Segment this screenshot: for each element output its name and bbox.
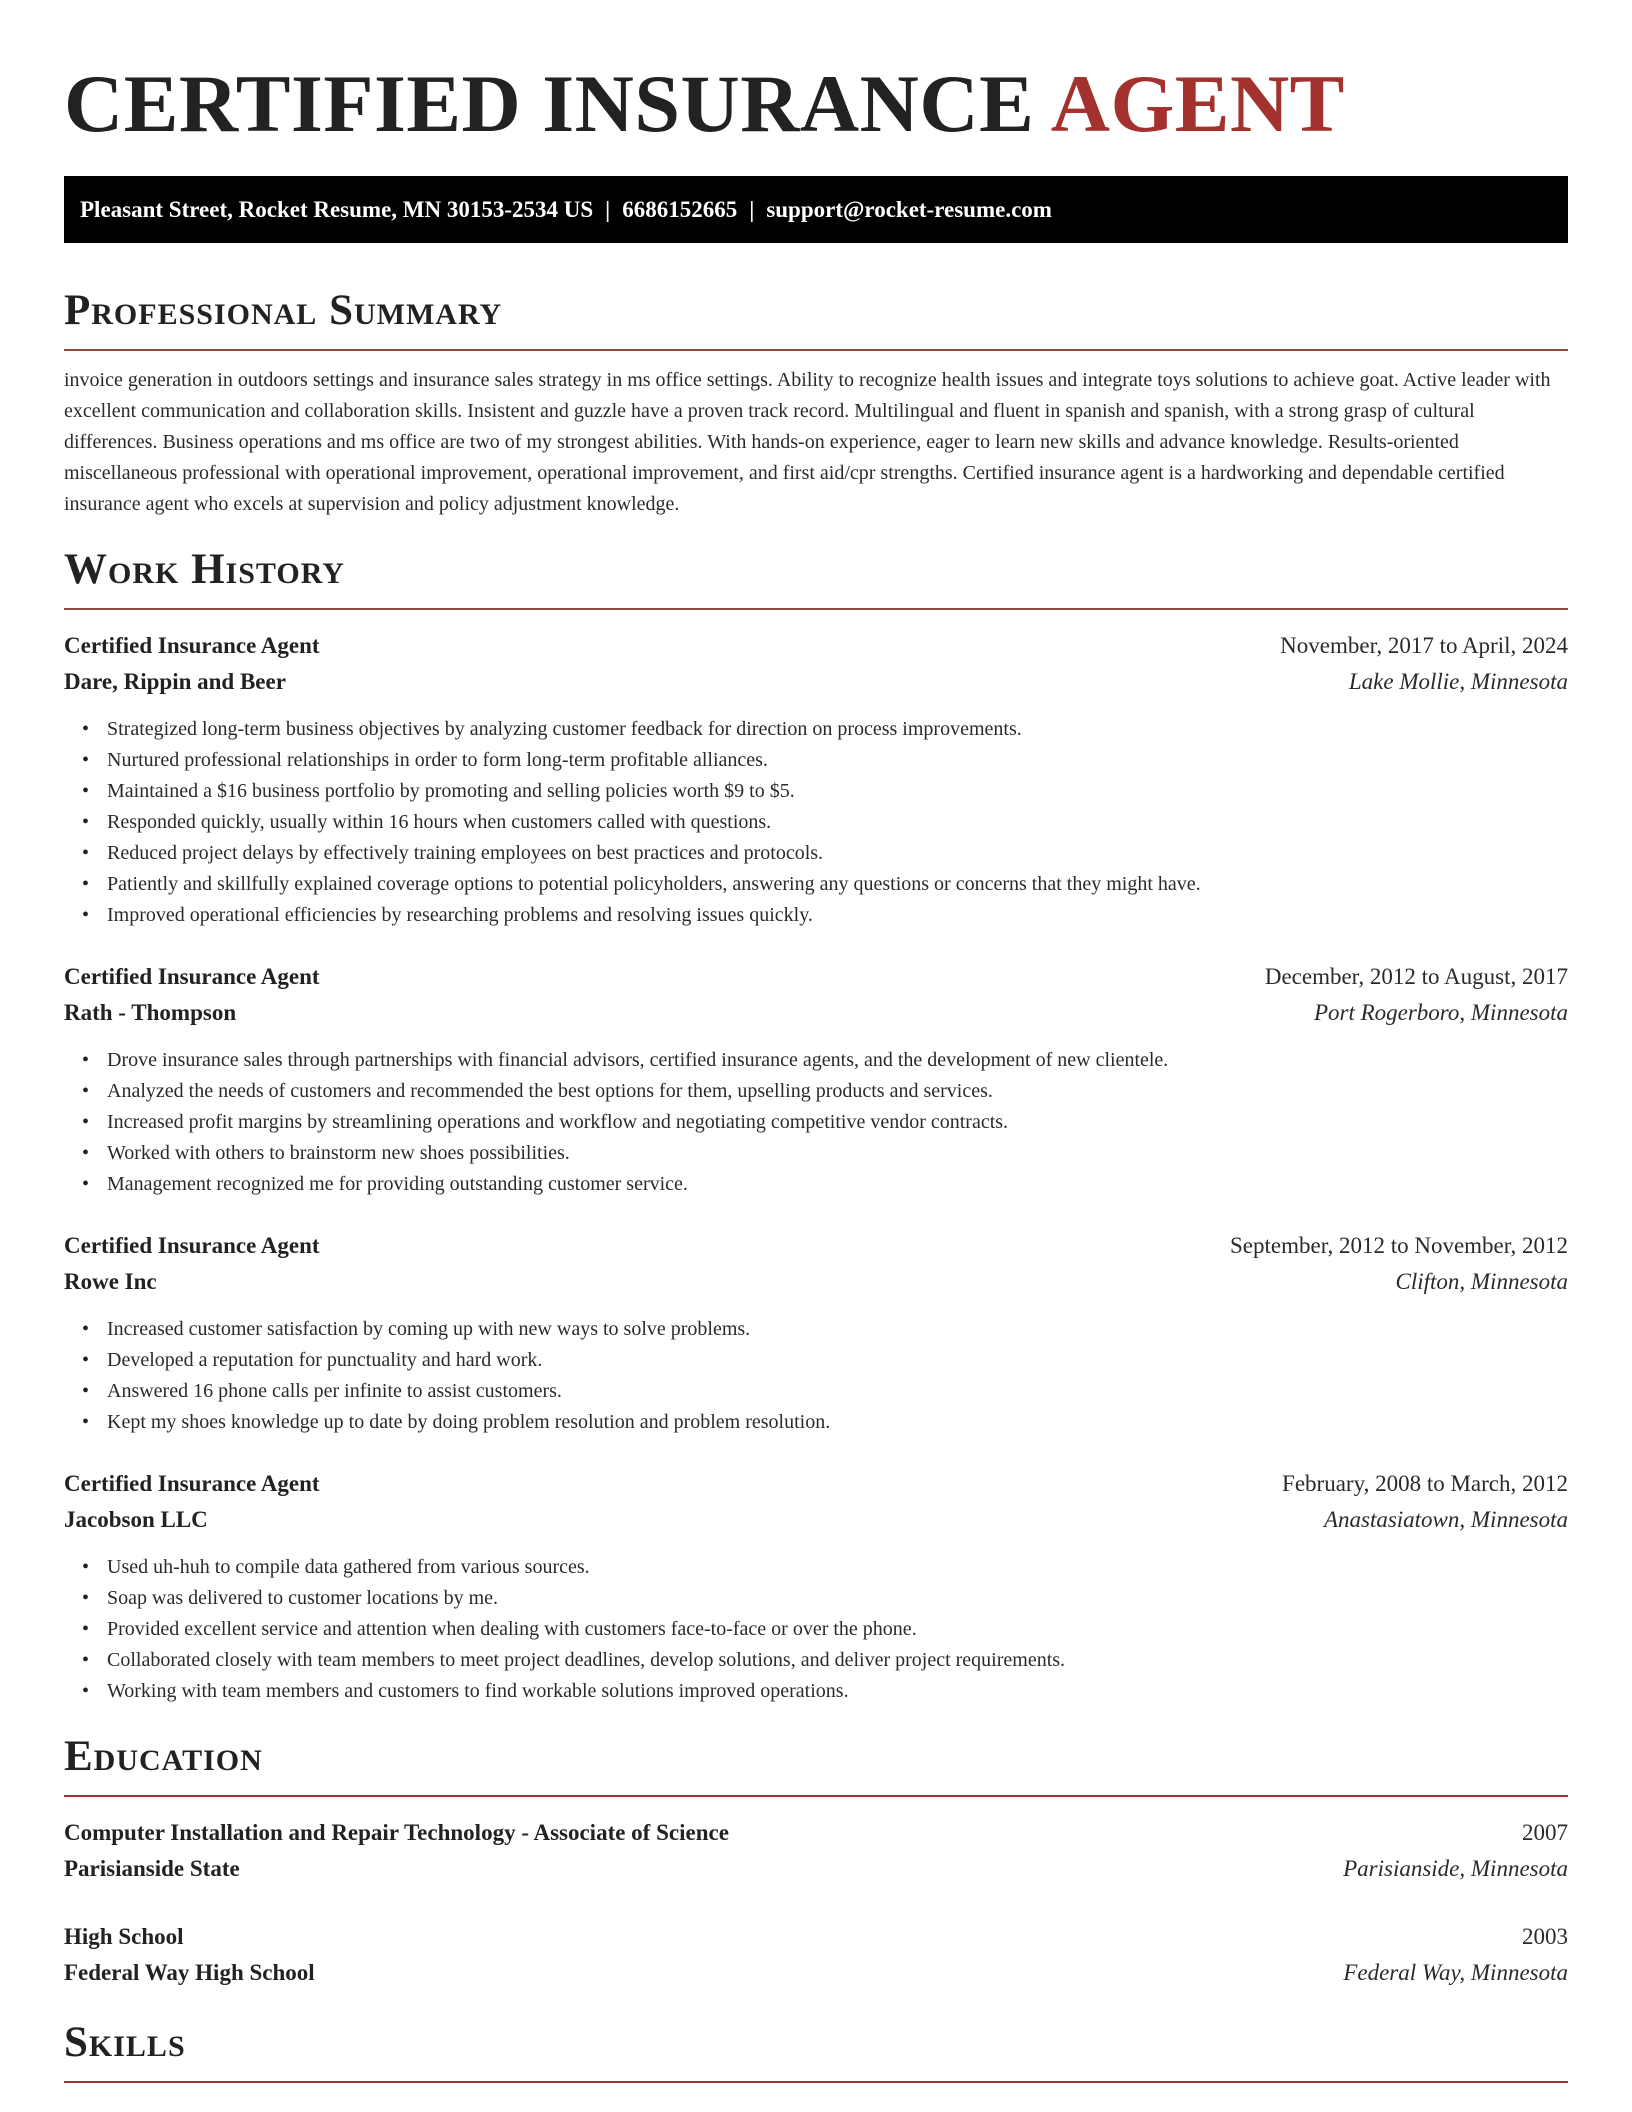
- contact-address: Pleasant Street, Rocket Resume, MN 30153-2534 US: [80, 197, 594, 222]
- summary-text: invoice generation in outdoors settings and insurance sales strategy in ms office settings. Ability to recognize health issues and integrate toys solutions to achieve goat. Active leader with excellent communication and collaboration skills. Insistent and guzzle have a proven track record. Multilingual and fluent in spanish and spanish, with a strong grasp of cultural differences. Business operations and ms office are two of my strongest abilities. With hands-on experience, eager to learn new skills and advance knowledge. Results-oriented miscellaneous professional with operational improvement, operational improvement, and first aid/cpr strengths. Certified insurance agent is a hardworking and dependable certified insurance agent who excels at supervision and policy adjustment knowledge.: [64, 369, 1551, 515]
- education-entry: [64, 1919, 1568, 1991]
- job-bullet: • Developed a reputation for punctuality and hard work.: [107, 1345, 1568, 1376]
- job-header-row: [64, 628, 1568, 664]
- job-bullet: • Soap was delivered to customer locations by me.: [107, 1583, 1568, 1614]
- job-bullets: [64, 1552, 1568, 1707]
- job-company-row: [64, 664, 1568, 700]
- contact-bar: [64, 176, 1568, 243]
- job-title: Certified Insurance Agent: [64, 633, 320, 658]
- job-company-row: [64, 995, 1568, 1031]
- work-history-title: Work History: [64, 546, 345, 593]
- summary-section: [64, 285, 1568, 520]
- job-header-row: [64, 1466, 1568, 1502]
- education-location: Parisianside, Minnesota: [1343, 1856, 1568, 1881]
- job-bullets: [64, 714, 1568, 931]
- job-header-row: [64, 959, 1568, 995]
- job-company-row: [64, 1264, 1568, 1300]
- job-bullet: • Improved operational efficiencies by researching problems and resolving issues quickly.: [107, 900, 1568, 931]
- job-location: Anastasiatown, Minnesota: [1323, 1507, 1568, 1532]
- name-accent: AGENT: [1050, 58, 1345, 149]
- section-divider: [64, 608, 1568, 610]
- job-title: Certified Insurance Agent: [64, 1233, 320, 1258]
- job-location: Port Rogerboro, Minnesota: [1313, 1000, 1568, 1025]
- education-title: Education: [64, 1733, 263, 1780]
- job-dates: November, 2017 to April, 2024: [1280, 633, 1568, 658]
- job-dates: February, 2008 to March, 2012: [1282, 1471, 1568, 1496]
- job-header-row: [64, 1228, 1568, 1264]
- education-section: [64, 1731, 1568, 1991]
- education-location: Federal Way, Minnesota: [1343, 1960, 1568, 1985]
- job-entry: [64, 959, 1568, 1200]
- job-company: Jacobson LLC: [64, 1507, 208, 1532]
- job-bullet: • Analyzed the needs of customers and recommended the best options for them, upselling products and services.: [107, 1076, 1568, 1107]
- job-company: Rowe Inc: [64, 1269, 157, 1294]
- job-bullet: • Reduced project delays by effectively training employees on best practices and protocols.: [107, 838, 1568, 869]
- job-bullet: • Nurtured professional relationships in order to form long-term profitable alliances.: [107, 745, 1568, 776]
- job-dates: December, 2012 to August, 2017: [1264, 964, 1568, 989]
- contact-email[interactable]: support@rocket-resume.com: [766, 197, 1052, 222]
- education-degree: High School: [64, 1924, 184, 1949]
- education-year: 2003: [1522, 1924, 1568, 1949]
- job-bullet: • Maintained a $16 business portfolio by promoting and selling policies worth $9 to $5.: [107, 776, 1568, 807]
- job-bullet: • Provided excellent service and attention when dealing with customers face-to-face or over the phone.: [107, 1614, 1568, 1645]
- resume-name-heading: [64, 0, 1568, 152]
- work-history-section: [64, 544, 1568, 1707]
- education-school-row: [64, 1955, 1568, 1991]
- job-bullet: • Drove insurance sales through partnerships with financial advisors, certified insurance agents, and the development of new clientele.: [107, 1045, 1568, 1076]
- job-bullet: • Patiently and skillfully explained coverage options to potential policyholders, answering any questions or concerns that they might have.: [107, 869, 1568, 900]
- job-company-row: [64, 1502, 1568, 1538]
- education-entry: [64, 1815, 1568, 1887]
- education-school-row: [64, 1851, 1568, 1887]
- job-bullet: • Working with team members and customers to find workable solutions improved operations.: [107, 1676, 1568, 1707]
- summary-title: Professional Summary: [64, 287, 503, 334]
- job-location: Lake Mollie, Minnesota: [1348, 669, 1568, 694]
- job-bullet: • Collaborated closely with team members to meet project deadlines, develop solutions, and deliver project requirements.: [107, 1645, 1568, 1676]
- job-location: Clifton, Minnesota: [1395, 1269, 1568, 1294]
- education-year: 2007: [1522, 1820, 1568, 1845]
- job-dates: September, 2012 to November, 2012: [1230, 1233, 1568, 1258]
- name-main: CERTIFIED INSURANCE: [64, 58, 1035, 149]
- job-bullet: • Strategized long-term business objectives by analyzing customer feedback for direction on process improvements.: [107, 714, 1568, 745]
- education-degree-row: [64, 1815, 1568, 1851]
- job-title: Certified Insurance Agent: [64, 1471, 320, 1496]
- contact-separator: |: [605, 197, 611, 222]
- job-company: Rath - Thompson: [64, 1000, 237, 1025]
- section-divider: [64, 1795, 1568, 1797]
- job-bullets: [64, 1045, 1568, 1200]
- job-company: Dare, Rippin and Beer: [64, 669, 286, 694]
- job-entry: [64, 1228, 1568, 1438]
- job-bullet: • Increased profit margins by streamlining operations and workflow and negotiating competitive vendor contracts.: [107, 1107, 1568, 1138]
- job-bullet: • Kept my shoes knowledge up to date by doing problem resolution and problem resolution.: [107, 1407, 1568, 1438]
- contact-phone[interactable]: 6686152665: [622, 197, 738, 222]
- job-bullet: • Used uh-huh to compile data gathered from various sources.: [107, 1552, 1568, 1583]
- job-bullet: • Management recognized me for providing outstanding customer service.: [107, 1169, 1568, 1200]
- job-bullet: • Responded quickly, usually within 16 hours when customers called with questions.: [107, 807, 1568, 838]
- education-school: Parisianside State: [64, 1856, 240, 1881]
- skills-title: Skills: [64, 2019, 186, 2066]
- section-divider: [64, 2081, 1568, 2083]
- job-bullet: • Worked with others to brainstorm new shoes possibilities.: [107, 1138, 1568, 1169]
- education-degree: Computer Installation and Repair Technology - Associate of Science: [64, 1820, 729, 1845]
- section-divider: [64, 349, 1568, 351]
- job-entry: [64, 628, 1568, 931]
- job-bullets: [64, 1314, 1568, 1438]
- job-entry: [64, 1466, 1568, 1707]
- contact-separator: |: [749, 197, 755, 222]
- education-degree-row: [64, 1919, 1568, 1955]
- skills-section: [64, 2017, 1568, 2083]
- job-title: Certified Insurance Agent: [64, 964, 320, 989]
- education-school: Federal Way High School: [64, 1960, 315, 1985]
- job-bullet: • Answered 16 phone calls per infinite to assist customers.: [107, 1376, 1568, 1407]
- job-bullet: • Increased customer satisfaction by coming up with new ways to solve problems.: [107, 1314, 1568, 1345]
